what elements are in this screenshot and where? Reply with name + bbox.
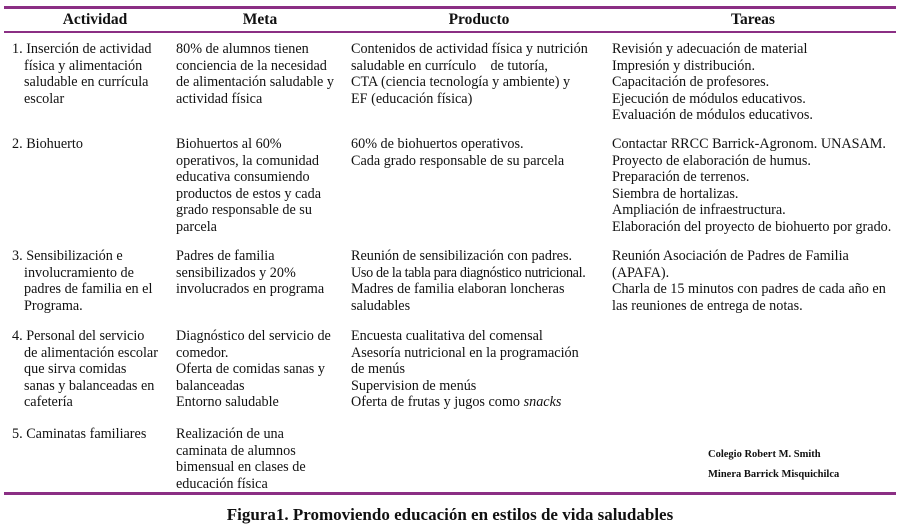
text-line: Cada grado responsable de su parcela (351, 152, 565, 169)
text-line: de alimentación saludable y (176, 74, 334, 91)
row-2-producto (351, 136, 564, 169)
row-3-actividad (12, 248, 152, 314)
text-line: Madres de familia elaboran loncheras (351, 281, 565, 298)
text-line: cafetería (24, 394, 73, 411)
text-line: 2. Biohuerto (12, 136, 83, 152)
row-1-actividad (12, 41, 151, 107)
text-line: Padres de familia (176, 248, 275, 264)
row-1-meta (176, 41, 334, 107)
text-line: Uso de la tabla para diagnóstico nutricional. (351, 264, 586, 281)
text-line: 4. Personal del servicio (12, 328, 145, 344)
row-1-producto (351, 41, 588, 107)
italic-word: snacks (523, 394, 562, 411)
text-line: educativa consumiendo (176, 169, 310, 186)
text-line: 1. Inserción de actividad (12, 41, 152, 57)
text-line: Contactar RRCC Barrick-Agronom. UNASAM. (612, 136, 886, 152)
text-line: EF (educación física) (351, 90, 473, 107)
text-line: Revisión y adecuación de material (612, 41, 808, 57)
text-line: saludable en currículo de tutoría, (351, 57, 548, 74)
text-line: Diagnóstico del servicio de (176, 328, 331, 344)
text-line: de alimentación escolar (24, 344, 158, 361)
row-4-meta (176, 328, 331, 411)
text-line: Contenidos de actividad física y nutrición (351, 41, 588, 57)
text-line: 5. Caminatas familiares (12, 426, 147, 442)
figure-caption: Figura1. Promoviendo educación en estilos de vida saludables (226, 505, 674, 524)
credit-company: Minera Barrick Misquichilca (708, 469, 840, 480)
text-line: Siembra de hortalizas. (612, 185, 739, 202)
text-line: educación física (176, 475, 268, 492)
row-3-meta (176, 248, 324, 298)
row-2-actividad (12, 136, 83, 153)
header-meta: Meta (242, 11, 278, 28)
text-line: escolar (24, 90, 65, 107)
text-line: operativos, la comunidad (176, 152, 320, 169)
header-producto: Producto (448, 11, 510, 28)
text-line: padres de familia en el (24, 281, 153, 298)
text-line: saludables (351, 297, 411, 314)
text-line: CTA (ciencia tecnología y ambiente) y (351, 74, 571, 91)
text-line: Evaluación de módulos educativos. (612, 107, 813, 124)
text-line: grado responsable de su (176, 202, 312, 219)
text-line (351, 394, 579, 411)
row-5-actividad (12, 426, 146, 443)
text-line: que sirva comidas (24, 361, 127, 378)
text-line: involucramiento de (24, 264, 134, 281)
text-line: Reunión Asociación de Padres de Familia (612, 248, 849, 264)
text-line: 3. Sensibilización e (12, 248, 123, 264)
row-3-producto (351, 248, 585, 314)
text-line: actividad física (176, 90, 263, 107)
row-2-tareas (612, 136, 891, 236)
text-line: caminata de alumnos (176, 442, 296, 459)
text-line: bimensual en clases de (176, 459, 306, 476)
credit-school: Colegio Robert M. Smith (708, 449, 821, 460)
text-line: Elaboración del proyecto de biohuerto por grado. (612, 218, 892, 235)
text-line: sensibilizados y 20% (176, 264, 296, 281)
text-line: Oferta de comidas sanas y (176, 361, 325, 378)
top-rule (4, 6, 896, 9)
text-line: Preparación de terrenos. (612, 169, 750, 186)
text-line: 60% de biohuertos operativos. (351, 136, 524, 152)
text-line: saludable en currícula (24, 74, 149, 91)
row-2-meta (176, 136, 321, 236)
text-line: productos de estos y cada (176, 185, 321, 202)
header-tareas: Tareas (731, 11, 775, 28)
header-actividad: Actividad (62, 11, 128, 28)
text-line: sanas y balanceadas en (24, 377, 155, 394)
header-rule (4, 31, 896, 33)
text-line: comedor. (176, 344, 229, 361)
text-line: balanceadas (176, 377, 245, 394)
text-line: Ejecución de módulos educativos. (612, 90, 806, 107)
text-line: Impresión y distribución. (612, 57, 756, 74)
text-line: de menús (351, 361, 405, 378)
text-line: Asesoría nutricional en la programación (351, 344, 579, 361)
text-line: (APAFA). (612, 264, 670, 281)
text-line: las reuniones de entrega de notas. (612, 297, 803, 314)
text-line: conciencia de la necesidad (176, 57, 327, 74)
text-line: Capacitación de profesores. (612, 74, 770, 91)
text-line: Programa. (24, 297, 83, 314)
text-line: Proyecto de elaboración de humus. (612, 152, 811, 169)
row-4-actividad (12, 328, 158, 411)
bottom-rule (4, 492, 896, 495)
text-line: física y alimentación (24, 57, 143, 74)
text-line: Charla de 15 minutos con padres de cada año en (612, 281, 886, 298)
row-4-producto (351, 328, 579, 411)
row-1-tareas (612, 41, 813, 124)
text-line: Supervision de menús (351, 377, 477, 394)
text-line: Reunión de sensibilización con padres. (351, 248, 573, 264)
text-line: parcela (176, 218, 217, 235)
row-5-meta (176, 426, 306, 492)
text-line: Ampliación de infraestructura. (612, 202, 786, 219)
text-line: Biohuertos al 60% (176, 136, 282, 152)
text-line: involucrados en programa (176, 281, 325, 298)
row-3-tareas (612, 248, 886, 314)
text-line: Encuesta cualitativa del comensal (351, 328, 543, 344)
text-fragment: Oferta de frutas y jugos como (351, 394, 521, 411)
text-line: Entorno saludable (176, 394, 279, 411)
text-line: Realización de una (176, 426, 284, 442)
text-line: 80% de alumnos tienen (176, 41, 309, 57)
